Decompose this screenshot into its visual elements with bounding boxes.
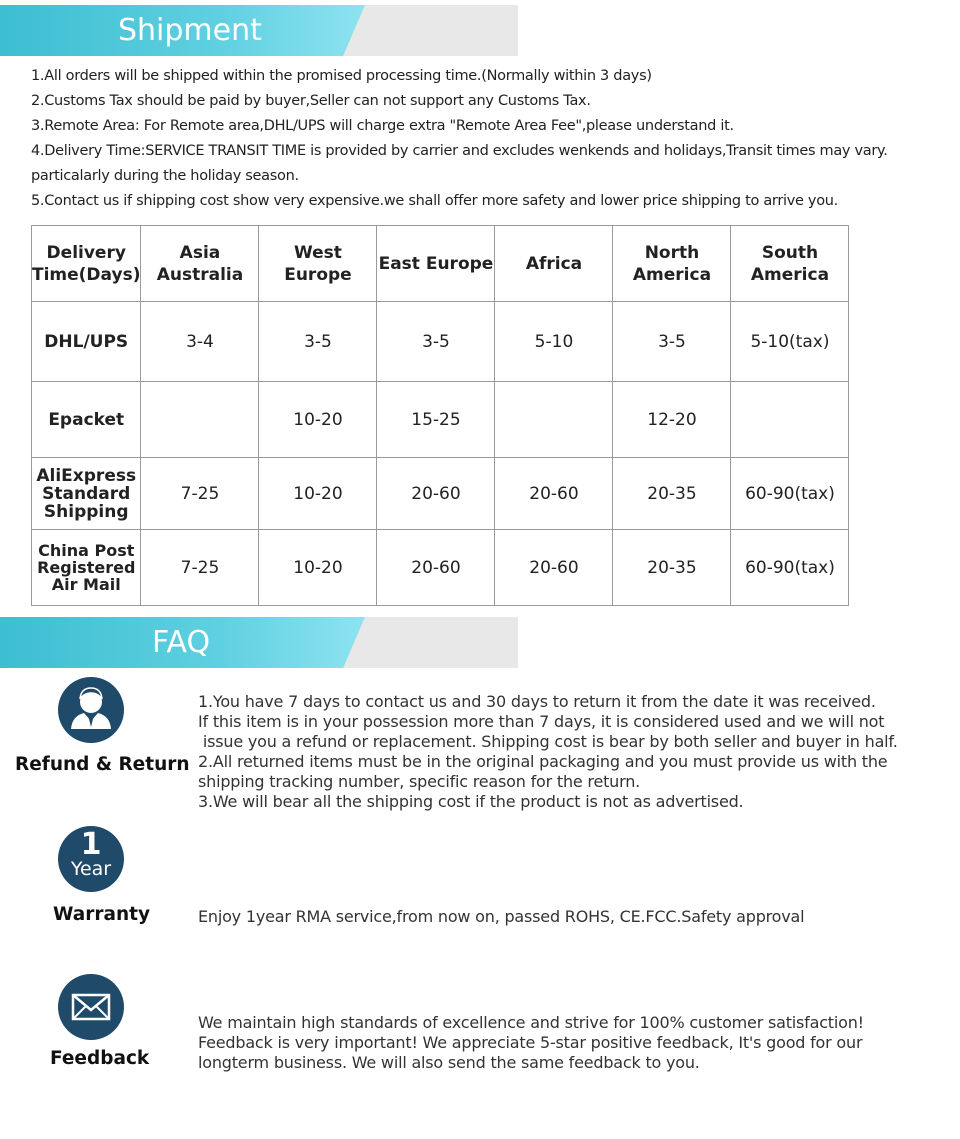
table-cell [495,382,613,458]
table-cell: 20-35 [613,530,731,606]
table-header-row [32,226,849,302]
table-cell: 20-60 [495,530,613,606]
header-cell: Africa [495,226,613,302]
shipment-banner [0,5,518,56]
header-cell: Delivery Time(Days) [32,226,141,302]
table-cell: 10-20 [259,530,377,606]
table-cell: 5-10 [495,302,613,382]
rule-line: 4.Delivery Time:SERVICE TRANSIT TIME is provided by carrier and excludes wenkends and holidays,Transit times may vary. [31,143,888,159]
rule-line: 3.Remote Area: For Remote area,DHL/UPS will charge extra "Remote Area Fee",please understand it. [31,118,734,134]
faq-title: FAQ [152,625,211,660]
header-cell: West Europe [259,226,377,302]
header-cell: East Europe [377,226,495,302]
method-cell: AliExpress Standard Shipping [32,458,141,530]
rule-line: 2.Customs Tax should be paid by buyer,Seller can not support any Customs Tax. [31,93,591,109]
method-cell: DHL/UPS [32,302,141,382]
table-cell [731,382,849,458]
table-cell: 3-5 [259,302,377,382]
envelope-icon [58,974,124,1040]
table-row [32,302,849,382]
table-cell: 60-90(tax) [731,458,849,530]
table-cell: 3-4 [141,302,259,382]
faq-banner [0,617,518,668]
table-cell: 7-25 [141,458,259,530]
warranty-icon-word: Year [70,858,112,880]
table-cell: 5-10(tax) [731,302,849,382]
table-cell: 20-60 [495,458,613,530]
warranty-text: Enjoy 1year RMA service,from now on, passed ROHS, CE.FCC.Safety approval [198,907,805,926]
one-year-icon [58,826,124,892]
method-cell: China Post Registered Air Mail [32,530,141,606]
table-cell: 60-90(tax) [731,530,849,606]
table-cell: 3-5 [377,302,495,382]
table-cell: 20-35 [613,458,731,530]
header-cell: North America [613,226,731,302]
shipping-time-table [31,225,849,606]
header-cell: Asia Australia [141,226,259,302]
person-icon [58,677,124,743]
refund-label: Refund & Return [15,754,190,775]
warranty-icon-number: 1 [80,827,102,862]
table-cell [141,382,259,458]
table-row [32,382,849,458]
shipment-title: Shipment [118,13,262,48]
method-cell: Epacket [32,382,141,458]
table-cell: 10-20 [259,458,377,530]
table-cell: 15-25 [377,382,495,458]
table-cell: 3-5 [613,302,731,382]
table-cell: 20-60 [377,530,495,606]
feedback-label: Feedback [50,1048,150,1069]
rule-line: particalarly during the holiday season. [31,168,299,184]
table-cell: 20-60 [377,458,495,530]
table-cell: 7-25 [141,530,259,606]
warranty-label: Warranty [53,904,151,925]
table-cell: 12-20 [613,382,731,458]
rule-line: 1.All orders will be shipped within the promised processing time.(Normally within 3 days) [31,68,652,84]
feedback-text: We maintain high standards of excellence and strive for 100% customer satisfaction! Feedback is very important! We appreciate 5-star positive feedback, It's good for our longterm business. We will also send the same feedback to you. [198,1013,864,1072]
refund-text: 1.You have 7 days to contact us and 30 days to return it from the date it was received. If this item is in your possession more than 7 days, it is considered used and we will not issue you a refund or replacement. Shipping cost is bear by both seller and buyer in half. 2.All returned items must be in the original packaging and you must provide us with the shipping tracking number, specific reason for the return. 3.We will bear all the shipping cost if the product is not as advertised. [198,692,898,811]
table-row [32,458,849,530]
table-row [32,530,849,606]
rule-line: 5.Contact us if shipping cost show very expensive.we shall offer more safety and lower price shipping to arrive you. [31,193,838,209]
shipment-rules [31,64,931,214]
table-cell: 10-20 [259,382,377,458]
header-cell: South America [731,226,849,302]
